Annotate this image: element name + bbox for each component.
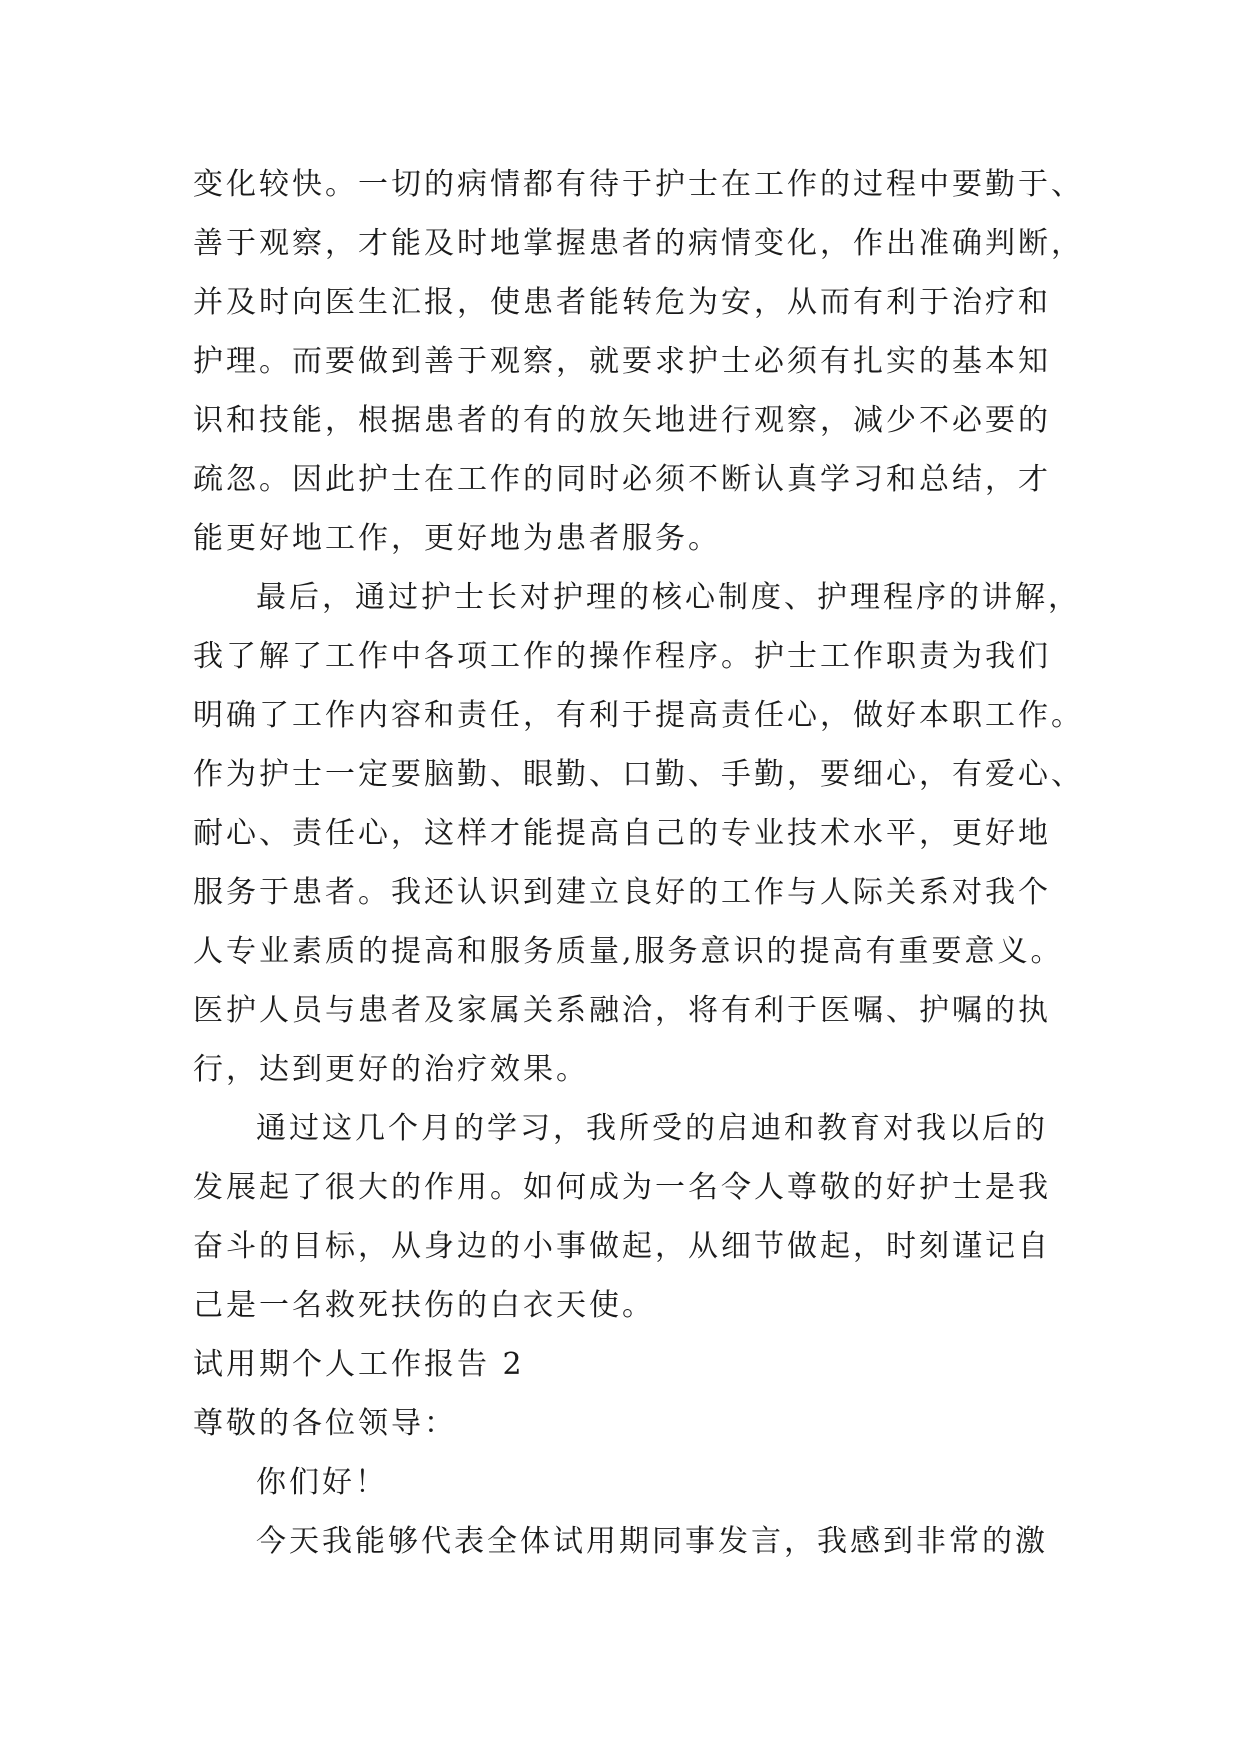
text-line: 行，达到更好的治疗效果。 <box>193 1052 589 1087</box>
text-line: 耐心、责任心，这样才能提高自己的专业技术水平，更好地 <box>193 816 1051 851</box>
paragraph-first-line: 今天我能够代表全体试用期同事发言，我感到非常的激 <box>256 1524 1048 1559</box>
greeting: 你们好！ <box>256 1465 388 1500</box>
text-line: 发展起了很大的作用。如何成为一名令人尊敬的好护士是我 <box>193 1170 1051 1205</box>
text-line: 奋斗的目标，从身边的小事做起，从细节做起，时刻谨记自 <box>193 1229 1051 1264</box>
text-line: 医护人员与患者及家属关系融洽，将有利于医嘱、护嘱的执 <box>193 993 1051 1028</box>
text-line: 变化较快。一切的病情都有待于护士在工作的过程中要勤于、 <box>193 167 1084 202</box>
text-line: 能更好地工作，更好地为患者服务。 <box>193 521 721 556</box>
text-line: 人专业素质的提高和服务质量,服务意识的提高有重要意义。 <box>193 934 1064 969</box>
text-line: 护理。而要做到善于观察，就要求护士必须有扎实的基本知 <box>193 344 1051 379</box>
text-line: 服务于患者。我还认识到建立良好的工作与人际关系对我个 <box>193 875 1051 910</box>
text-line: 我了解了工作中各项工作的操作程序。护士工作职责为我们 <box>193 639 1051 674</box>
text-line: 善于观察，才能及时地掌握患者的病情变化，作出准确判断， <box>193 226 1084 261</box>
paragraph-first-line: 最后，通过护士长对护理的核心制度、护理程序的讲解， <box>256 580 1081 615</box>
text-line: 作为护士一定要脑勤、眼勤、口勤、手勤，要细心，有爱心、 <box>193 757 1084 792</box>
salutation: 尊敬的各位领导： <box>193 1406 457 1441</box>
text-line: 明确了工作内容和责任，有利于提高责任心，做好本职工作。 <box>193 698 1084 733</box>
paragraph-first-line: 通过这几个月的学习，我所受的启迪和教育对我以后的 <box>256 1111 1048 1146</box>
text-line: 识和技能，根据患者的有的放矢地进行观察，减少不必要的 <box>193 403 1051 438</box>
text-line: 并及时向医生汇报，使患者能转危为安，从而有利于治疗和 <box>193 285 1051 320</box>
text-line: 己是一名救死扶伤的白衣天使。 <box>193 1288 655 1323</box>
section-heading: 试用期个人工作报告 2 <box>193 1347 525 1382</box>
text-line: 疏忽。因此护士在工作的同时必须不断认真学习和总结，才 <box>193 462 1051 497</box>
